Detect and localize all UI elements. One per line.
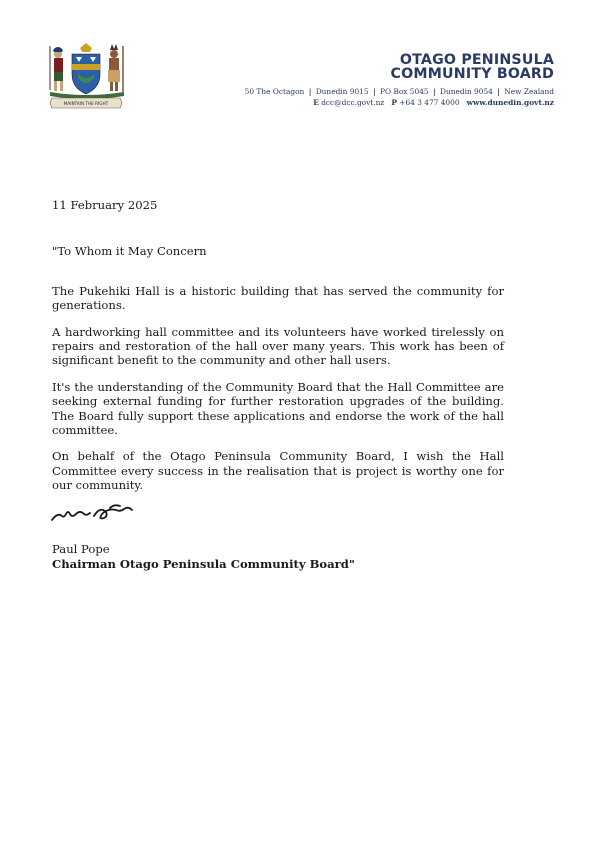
crest-motto-text: MAINTAIN THE RIGHT	[63, 101, 109, 107]
letterhead	[245, 53, 554, 108]
address-line	[245, 86, 554, 97]
address-street: 50 The Octagon	[244, 87, 305, 96]
paragraph-3: It's the understanding of the Community Board that the Hall Committee are seeking external funding for further restoration upgrades of the building. The Board fully support these applications and endorse the work of the hall committee.	[52, 379, 504, 438]
separator: |	[308, 87, 312, 96]
separator: |	[372, 87, 376, 96]
paragraph-2: A hardworking hall committee and its volunteers have worked tirelessly on repairs and restoration of the hall over many years. This work has been of significant benefit to the community and other hall users.	[52, 324, 504, 368]
signer-name: Paul Pope	[52, 542, 110, 556]
phone-number: +64 3 477 4000	[399, 98, 460, 107]
org-name-line-1: OTAGO PENINSULA	[399, 52, 554, 68]
contact-line	[245, 97, 554, 108]
paragraph-1: The Pukehiki Hall is a historic building that has served the community for generations.	[52, 283, 504, 313]
address-po-box: PO Box 5045	[380, 87, 429, 96]
letter-body	[52, 198, 504, 505]
address-country: New Zealand	[504, 87, 554, 96]
phone-label: P	[391, 98, 397, 107]
email-label: E	[313, 98, 319, 107]
org-name-line-2: COMMUNITY BOARD	[390, 66, 554, 82]
paragraph-4: On behalf of the Otago Peninsula Community Board, I wish the Hall Committee every success in the realisation that is project is worthy one for our community.	[52, 449, 504, 493]
signoff-block	[52, 542, 355, 571]
address-po-city: Dunedin 9054	[440, 87, 493, 96]
letter-date: 11 February 2025	[52, 198, 158, 212]
salutation: "To Whom it May Concern	[52, 244, 207, 259]
coat-of-arms-logo	[42, 40, 130, 110]
email-link[interactable]: dcc@dcc.govt.nz	[321, 98, 385, 107]
separator: |	[497, 87, 500, 96]
handwritten-signature	[50, 500, 150, 526]
signer-title: Chairman Otago Peninsula Community Board"	[52, 556, 355, 571]
website-link[interactable]: www.dunedin.govt.nz	[466, 98, 554, 107]
separator: |	[432, 87, 436, 96]
address-city: Dunedin 9015	[315, 87, 369, 96]
